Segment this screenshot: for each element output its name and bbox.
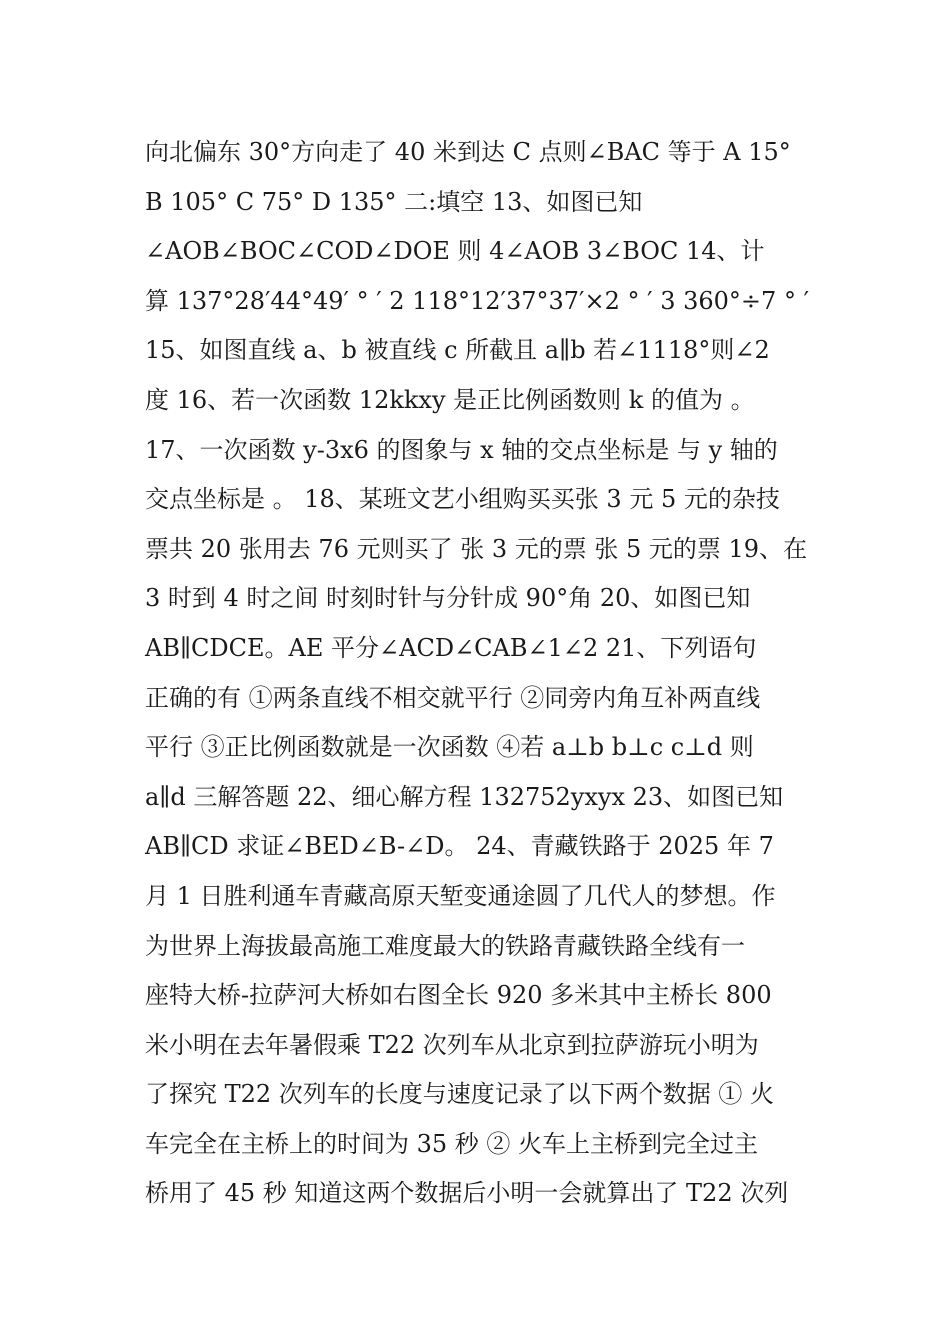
- text-line: 正确的有 ①两条直线不相交就平行 ②同旁内角互补两直线: [145, 683, 761, 712]
- text-line: AB∥CD 求证∠BED∠B-∠D。 24、青藏铁路于 2025 年 7: [145, 832, 774, 861]
- text-line: B 105° C 75° D 135° 二:填空 13、如图已知: [145, 187, 643, 216]
- text-line: a∥d 三解答题 22、细心解方程 132752yxyx 23、如图已知: [145, 782, 784, 811]
- text-line: 为世界上海拔最高施工难度最大的铁路青藏铁路全线有一: [145, 931, 745, 960]
- text-line: 17、一次函数 y-3x6 的图象与 x 轴的交点坐标是 与 y 轴的: [145, 435, 778, 464]
- text-line: 月 1 日胜利通车青藏高原天堑变通途圆了几代人的梦想。作: [145, 881, 776, 910]
- body-text: [145, 128, 825, 1219]
- text-line: 米小明在去年暑假乘 T22 次列车从北京到拉萨游玩小明为: [145, 1030, 759, 1059]
- text-line: 车完全在主桥上的时间为 35 秒 ② 火车上主桥到完全过主: [145, 1129, 759, 1158]
- text-line: 度 16、若一次函数 12kkxy 是正比例函数则 k 的值为 。: [145, 385, 755, 414]
- text-line: 向北偏东 30°方向走了 40 米到达 C 点则∠BAC 等于 A 15°: [145, 138, 791, 166]
- text-line: 桥用了 45 秒 知道这两个数据后小明一会就算出了 T22 次列: [145, 1179, 789, 1208]
- text-line: 交点坐标是 。 18、某班文艺小组购买买张 3 元 5 元的杂技: [145, 485, 780, 514]
- text-line: 15、如图直线 a、b 被直线 c 所截且 a∥b 若∠1118°则∠2: [145, 336, 770, 365]
- text-line: 算 137°28′44°49′ ° ′ 2 118°12′37°37′×2 ° ′ 3 360°÷7 ° ′: [145, 286, 810, 315]
- text-line: AB∥CDCE。AE 平分∠ACD∠CAB∠1∠2 21、下列语句: [145, 633, 757, 662]
- text-line: 座特大桥-拉萨河大桥如右图全长 920 多米其中主桥长 800: [145, 981, 772, 1010]
- text-line: 平行 ③正比例函数就是一次函数 ④若 a⊥b b⊥c c⊥d 则: [145, 733, 754, 762]
- text-line: 3 时到 4 时之间 时刻时针与分针成 90°角 20、如图已知: [145, 584, 751, 613]
- text-line: 票共 20 张用去 76 元则买了 张 3 元的票 张 5 元的票 19、在: [145, 534, 808, 563]
- text-line: ∠AOB∠BOC∠COD∠DOE 则 4∠AOB 3∠BOC 14、计: [145, 237, 765, 266]
- text-line: 了探究 T22 次列车的长度与速度记录了以下两个数据 ① 火: [145, 1080, 775, 1109]
